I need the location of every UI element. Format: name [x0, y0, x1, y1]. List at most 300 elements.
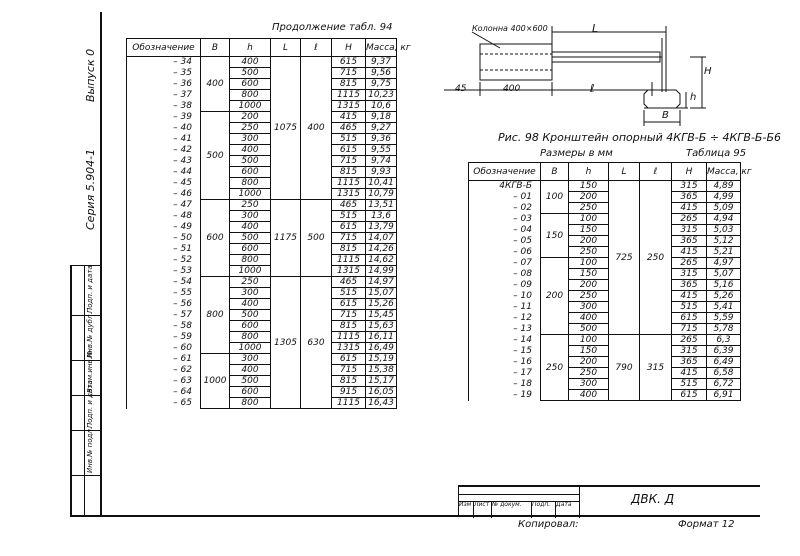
table-row [127, 321, 397, 332]
dim-45: 45 [455, 84, 467, 94]
title-col: Изм [459, 501, 472, 508]
mass-cell: 6,49 [707, 357, 741, 368]
mass-cell: 15,45 [366, 310, 397, 321]
table-row [127, 387, 397, 398]
stamp-label: Инв.№ подл. [86, 426, 94, 473]
table-row [127, 376, 397, 387]
col-mass: Масса, кг [366, 39, 397, 57]
mass-cell: 6,58 [707, 368, 741, 379]
h-cell: 800 [230, 398, 271, 409]
b-cell: 600 [201, 200, 230, 277]
h-cell: 400 [230, 299, 271, 310]
designation-cell: – 48 [127, 211, 201, 222]
col-designation: Обозначение [469, 163, 541, 181]
H-cell: 365 [672, 280, 707, 291]
mass-cell: 15,26 [366, 299, 397, 310]
H-cell: 715 [332, 68, 366, 79]
mass-cell: 5,41 [707, 302, 741, 313]
H-cell: 415 [672, 368, 707, 379]
H-cell: 615 [332, 354, 366, 365]
table-row [469, 291, 741, 302]
designation-cell: – 64 [127, 387, 201, 398]
designation-cell: – 55 [127, 288, 201, 299]
h-cell: 500 [569, 324, 609, 335]
mass-cell: 16,11 [366, 332, 397, 343]
title-col: № докум. [491, 501, 531, 518]
designation-cell: – 17 [469, 368, 541, 379]
h-cell: 200 [569, 357, 609, 368]
mass-cell: 13,51 [366, 200, 397, 211]
H-cell: 1315 [332, 101, 366, 112]
designation-cell: – 14 [469, 335, 541, 346]
table-row [469, 390, 741, 401]
H-cell: 515 [332, 211, 366, 222]
designation-cell: – 11 [469, 302, 541, 313]
side-stamp [70, 265, 100, 515]
designation-cell: – 51 [127, 244, 201, 255]
designation-cell: – 43 [127, 156, 201, 167]
H-cell: 615 [332, 222, 366, 233]
H-cell: 365 [672, 236, 707, 247]
table-row [469, 357, 741, 368]
mass-cell: 5,78 [707, 324, 741, 335]
table-row [127, 211, 397, 222]
table-row [469, 313, 741, 324]
designation-cell: – 40 [127, 123, 201, 134]
L-cell: 725 [609, 181, 640, 335]
designation-cell: – 12 [469, 313, 541, 324]
H-cell: 465 [332, 200, 366, 211]
h-cell: 1000 [230, 101, 271, 112]
table-row [127, 123, 397, 134]
mass-cell: 4,89 [707, 181, 741, 192]
H-cell: 615 [672, 390, 707, 401]
col-mass: Масса, кг [707, 163, 741, 181]
mass-cell: 10,6 [366, 101, 397, 112]
mass-cell: 10,79 [366, 189, 397, 200]
mass-cell: 5,09 [707, 203, 741, 214]
H-cell: 715 [332, 310, 366, 321]
mass-cell: 14,97 [366, 277, 397, 288]
designation-cell: – 08 [469, 269, 541, 280]
table-row [127, 332, 397, 343]
h-cell: 400 [569, 313, 609, 324]
designation-cell: – 42 [127, 145, 201, 156]
designation-cell: – 54 [127, 277, 201, 288]
h-cell: 600 [230, 387, 271, 398]
table-row [127, 398, 397, 409]
mass-cell: 14,07 [366, 233, 397, 244]
table-row [127, 266, 397, 277]
bracket-drawing [440, 18, 740, 130]
h-cell: 600 [230, 79, 271, 90]
col-h: h [569, 163, 609, 181]
mass-cell: 6,72 [707, 379, 741, 390]
H-cell: 315 [672, 181, 707, 192]
H-cell: 615 [332, 299, 366, 310]
h-cell: 250 [230, 200, 271, 211]
table-row [127, 90, 397, 101]
mass-cell: 15,07 [366, 288, 397, 299]
H-cell: 515 [332, 288, 366, 299]
H-cell: 615 [332, 57, 366, 68]
mass-cell: 6,3 [707, 335, 741, 346]
table-row [469, 203, 741, 214]
mass-cell: 5,03 [707, 225, 741, 236]
table-row [127, 79, 397, 90]
H-cell: 315 [672, 269, 707, 280]
H-cell: 1315 [332, 266, 366, 277]
stamp-label: Подп. и дата [86, 380, 94, 428]
table-row [127, 101, 397, 112]
H-cell: 815 [332, 376, 366, 387]
H-cell: 615 [672, 313, 707, 324]
H-cell: 1115 [332, 398, 366, 409]
format-label: Формат 12 [678, 519, 735, 530]
h-cell: 200 [230, 112, 271, 123]
designation-cell: – 37 [127, 90, 201, 101]
table-row [127, 134, 397, 145]
h-cell: 800 [230, 332, 271, 343]
b-cell: 500 [201, 112, 230, 200]
table-row [127, 277, 397, 288]
mass-cell: 5,26 [707, 291, 741, 302]
figure-caption: Рис. 98 Кронштейн опорный 4КГВ-Б ÷ 4КГВ-Б-Б6 [498, 131, 781, 144]
issue-label: Выпуск 0 [84, 48, 97, 102]
mass-cell: 6,39 [707, 346, 741, 357]
designation-cell: – 45 [127, 178, 201, 189]
col-b: В [201, 39, 230, 57]
title-block [458, 485, 760, 516]
designation-cell: – 41 [127, 134, 201, 145]
table-row [127, 167, 397, 178]
table-row [127, 68, 397, 79]
h-cell: 250 [569, 247, 609, 258]
designation-cell: – 57 [127, 310, 201, 321]
h-cell: 800 [230, 90, 271, 101]
table-row [469, 214, 741, 225]
mass-cell: 15,63 [366, 321, 397, 332]
h-cell: 250 [569, 291, 609, 302]
H-cell: 465 [332, 123, 366, 134]
table-row [127, 310, 397, 321]
designation-cell: – 07 [469, 258, 541, 269]
h-cell: 200 [569, 192, 609, 203]
b-cell: 150 [541, 214, 569, 258]
h-cell: 300 [230, 354, 271, 365]
mass-cell: 16,49 [366, 343, 397, 354]
table-row [127, 57, 397, 68]
H-cell: 365 [672, 192, 707, 203]
H-cell: 515 [672, 302, 707, 313]
table-row [469, 368, 741, 379]
h-cell: 250 [230, 277, 271, 288]
designation-cell: – 56 [127, 299, 201, 310]
title-col: Лист [473, 501, 491, 518]
mass-cell: 9,36 [366, 134, 397, 145]
designation-cell: – 39 [127, 112, 201, 123]
mass-cell: 9,37 [366, 57, 397, 68]
H-cell: 815 [332, 244, 366, 255]
mass-cell: 16,43 [366, 398, 397, 409]
L-cell: 1175 [271, 200, 301, 277]
mass-cell: 14,62 [366, 255, 397, 266]
designation-cell: – 35 [127, 68, 201, 79]
H-cell: 415 [672, 203, 707, 214]
designation-cell: – 13 [469, 324, 541, 335]
designation-cell: – 34 [127, 57, 201, 68]
table-row [469, 379, 741, 390]
designation-cell: – 59 [127, 332, 201, 343]
H-cell: 415 [332, 112, 366, 123]
mass-cell: 15,19 [366, 354, 397, 365]
designation-cell: – 61 [127, 354, 201, 365]
designation-cell: – 38 [127, 101, 201, 112]
designation-cell: – 02 [469, 203, 541, 214]
designation-cell: 4КГВ-Б [469, 181, 541, 192]
table-row [469, 335, 741, 346]
designation-cell: – 65 [127, 398, 201, 409]
h-cell: 100 [569, 258, 609, 269]
dim-h: h [690, 92, 697, 103]
col-h: h [230, 39, 271, 57]
H-cell: 1315 [332, 189, 366, 200]
table-row [469, 280, 741, 291]
L-cell: 1075 [271, 57, 301, 200]
table-row [127, 233, 397, 244]
mass-cell: 16,05 [366, 387, 397, 398]
stamp-label: Взам.инв.№ [86, 349, 94, 393]
H-cell: 1315 [332, 343, 366, 354]
table-row [469, 236, 741, 247]
mass-cell: 4,94 [707, 214, 741, 225]
h-cell: 400 [230, 365, 271, 376]
table-row [127, 178, 397, 189]
table-row [127, 200, 397, 211]
L-cell: 790 [609, 335, 640, 401]
h-cell: 400 [569, 390, 609, 401]
h-cell: 400 [230, 57, 271, 68]
col-H: Н [332, 39, 366, 57]
mass-cell: 15,38 [366, 365, 397, 376]
designation-cell: – 44 [127, 167, 201, 178]
H-cell: 265 [672, 258, 707, 269]
mass-cell: 9,27 [366, 123, 397, 134]
mass-cell: 4,97 [707, 258, 741, 269]
table-row [469, 192, 741, 203]
H-cell: 265 [672, 335, 707, 346]
stamp-label: Подп. и дата [86, 265, 94, 313]
col-designation: Обозначение [127, 39, 201, 57]
h-cell: 500 [230, 233, 271, 244]
table-row [469, 302, 741, 313]
mass-cell: 5,07 [707, 269, 741, 280]
H-cell: 1115 [332, 90, 366, 101]
h-cell: 1000 [230, 343, 271, 354]
designation-cell: – 05 [469, 236, 541, 247]
designation-cell: – 53 [127, 266, 201, 277]
H-cell: 1115 [332, 332, 366, 343]
H-cell: 515 [332, 134, 366, 145]
h-cell: 600 [230, 321, 271, 332]
mass-cell: 5,16 [707, 280, 741, 291]
h-cell: 300 [230, 134, 271, 145]
table-row [127, 222, 397, 233]
h-cell: 600 [230, 244, 271, 255]
h-cell: 500 [230, 156, 271, 167]
h-cell: 250 [569, 368, 609, 379]
designation-cell: – 60 [127, 343, 201, 354]
table-continuation-caption: Продолжение табл. 94 [272, 22, 393, 33]
h-cell: 500 [230, 376, 271, 387]
l-cell: 315 [640, 335, 672, 401]
mass-cell: 6,91 [707, 390, 741, 401]
column-outline [480, 44, 552, 80]
mass-cell: 13,79 [366, 222, 397, 233]
H-cell: 615 [332, 145, 366, 156]
designation-cell: – 63 [127, 376, 201, 387]
h-cell: 250 [230, 123, 271, 134]
designation-cell: – 49 [127, 222, 201, 233]
col-l: ℓ [301, 39, 332, 57]
mass-cell: 9,55 [366, 145, 397, 156]
designation-cell: – 36 [127, 79, 201, 90]
l-cell: 500 [301, 200, 332, 277]
designation-cell: – 18 [469, 379, 541, 390]
table-row [127, 145, 397, 156]
dim-400: 400 [503, 84, 521, 94]
l-cell: 630 [301, 277, 332, 409]
col-L: L [609, 163, 640, 181]
table-row [469, 225, 741, 236]
H-cell: 465 [332, 277, 366, 288]
H-cell: 365 [672, 357, 707, 368]
designation-cell: – 06 [469, 247, 541, 258]
series-label: Серия 5.904-1 [84, 148, 97, 230]
b-cell: 200 [541, 258, 569, 335]
mass-cell: 5,21 [707, 247, 741, 258]
dim-B: В [662, 110, 669, 121]
h-cell: 300 [230, 211, 271, 222]
table-row [469, 247, 741, 258]
H-cell: 415 [672, 247, 707, 258]
h-cell: 250 [569, 203, 609, 214]
h-cell: 200 [569, 236, 609, 247]
mass-cell: 4,99 [707, 192, 741, 203]
table-row [469, 269, 741, 280]
H-cell: 715 [332, 365, 366, 376]
dim-l: ℓ [590, 82, 595, 95]
h-cell: 300 [569, 379, 609, 390]
designation-cell: – 50 [127, 233, 201, 244]
col-b: В [541, 163, 569, 181]
h-cell: 400 [230, 222, 271, 233]
mass-cell: 9,56 [366, 68, 397, 79]
table-row [127, 365, 397, 376]
H-cell: 815 [332, 321, 366, 332]
h-cell: 150 [569, 269, 609, 280]
H-cell: 915 [332, 387, 366, 398]
h-cell: 400 [230, 145, 271, 156]
mass-cell: 13,6 [366, 211, 397, 222]
h-cell: 1000 [230, 189, 271, 200]
designation-cell: – 03 [469, 214, 541, 225]
h-cell: 200 [569, 280, 609, 291]
designation-cell: – 52 [127, 255, 201, 266]
designation-cell: – 62 [127, 365, 201, 376]
mass-cell: 9,18 [366, 112, 397, 123]
units-caption: Размеры в мм [540, 148, 613, 159]
dim-H: Н [704, 66, 712, 77]
table-row [127, 244, 397, 255]
table-row [127, 299, 397, 310]
designation-cell: – 19 [469, 390, 541, 401]
table-row [127, 343, 397, 354]
h-cell: 500 [230, 310, 271, 321]
table-row [127, 288, 397, 299]
designation-cell: – 01 [469, 192, 541, 203]
b-cell: 100 [541, 181, 569, 214]
l-cell: 250 [640, 181, 672, 335]
designation-cell: – 09 [469, 280, 541, 291]
H-cell: 315 [672, 225, 707, 236]
support-block [644, 90, 680, 108]
designation-cell: – 15 [469, 346, 541, 357]
mass-cell: 9,93 [366, 167, 397, 178]
l-cell: 400 [301, 57, 332, 200]
col-L: L [271, 39, 301, 57]
h-cell: 100 [569, 335, 609, 346]
b-cell: 250 [541, 335, 569, 401]
H-cell: 265 [672, 214, 707, 225]
H-cell: 715 [332, 156, 366, 167]
mass-cell: 10,23 [366, 90, 397, 101]
mass-cell: 10,41 [366, 178, 397, 189]
designation-cell: – 46 [127, 189, 201, 200]
L-cell: 1305 [271, 277, 301, 409]
mass-cell: 5,12 [707, 236, 741, 247]
H-cell: 415 [672, 291, 707, 302]
h-cell: 600 [230, 167, 271, 178]
designation-cell: – 16 [469, 357, 541, 368]
b-cell: 800 [201, 277, 230, 354]
table-row [127, 189, 397, 200]
table-row [469, 346, 741, 357]
H-cell: 1115 [332, 255, 366, 266]
h-cell: 150 [569, 346, 609, 357]
left-data-table [126, 38, 411, 409]
b-cell: 1000 [201, 354, 230, 409]
h-cell: 150 [569, 225, 609, 236]
h-cell: 300 [230, 288, 271, 299]
table-row [127, 156, 397, 167]
col-H: Н [672, 163, 707, 181]
designation-cell: – 58 [127, 321, 201, 332]
h-cell: 100 [569, 214, 609, 225]
table-row [127, 255, 397, 266]
H-cell: 815 [332, 79, 366, 90]
h-cell: 1000 [230, 266, 271, 277]
h-cell: 150 [569, 181, 609, 192]
designation-cell: – 10 [469, 291, 541, 302]
table-row [469, 258, 741, 269]
H-cell: 715 [672, 324, 707, 335]
mass-cell: 14,26 [366, 244, 397, 255]
col-l: ℓ [640, 163, 672, 181]
H-cell: 315 [672, 346, 707, 357]
h-cell: 800 [230, 255, 271, 266]
title-col: Дата [555, 501, 579, 518]
